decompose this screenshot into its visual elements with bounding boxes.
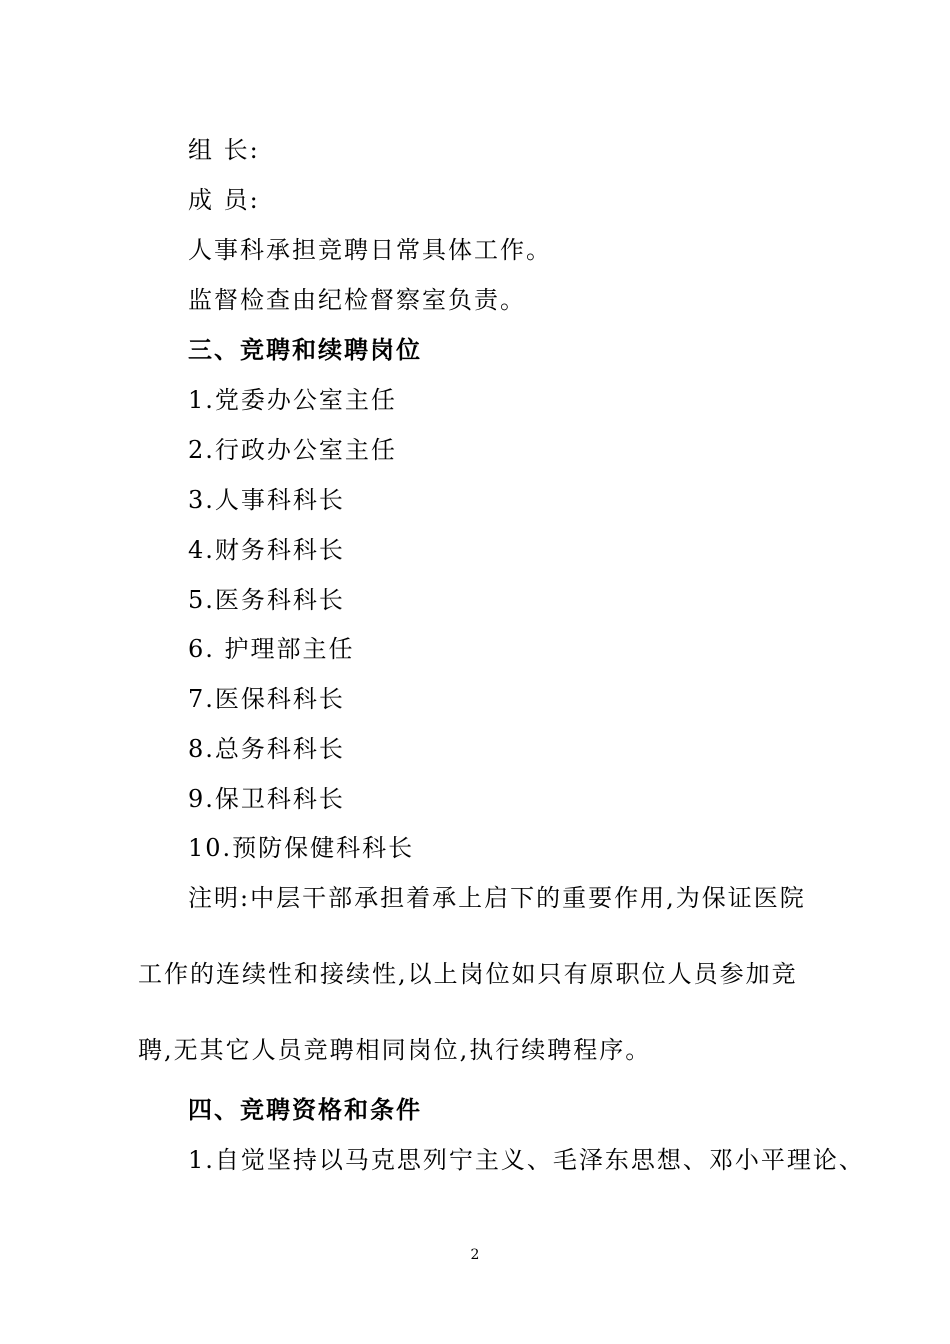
section4-heading: 四、竞聘资格和条件	[188, 1095, 422, 1124]
position-item: 9.保卫科科长	[188, 785, 345, 813]
page-number: 2	[470, 1247, 480, 1263]
position-item: 10.预防保健科科长	[188, 834, 415, 862]
position-item: 4.财务科科长	[188, 536, 345, 564]
position-item: 8.总务科科长	[188, 735, 345, 763]
position-item: 1.党委办公室主任	[188, 386, 397, 414]
position-item: 7.医保科科长	[188, 685, 345, 713]
position-item: 2.行政办公室主任	[188, 436, 397, 464]
supervision-text: 监督检查由纪检督察室负责。	[188, 286, 526, 314]
note-line-1: 注明:中层干部承担着承上启下的重要作用,为保证医院	[188, 884, 806, 912]
position-item: 6. 护理部主任	[188, 635, 355, 663]
note-line-3: 聘,无其它人员竞聘相同岗位,执行续聘程序。	[138, 1036, 652, 1064]
note-line-2: 工作的连续性和接续性,以上岗位如只有原职位人员参加竞	[138, 960, 798, 988]
section3-heading: 三、竞聘和续聘岗位	[188, 335, 422, 364]
committee-leader: 组 长:	[188, 136, 260, 164]
position-item: 3.人事科科长	[188, 486, 345, 514]
hr-duty-text: 人事科承担竞聘日常具体工作。	[188, 236, 552, 264]
section4-item1-text: 1.自觉坚持以马克思列宁主义、毛泽东思想、邓小平理论、	[188, 1146, 865, 1174]
position-item: 5.医务科科长	[188, 586, 345, 614]
committee-members: 成 员:	[188, 186, 260, 214]
